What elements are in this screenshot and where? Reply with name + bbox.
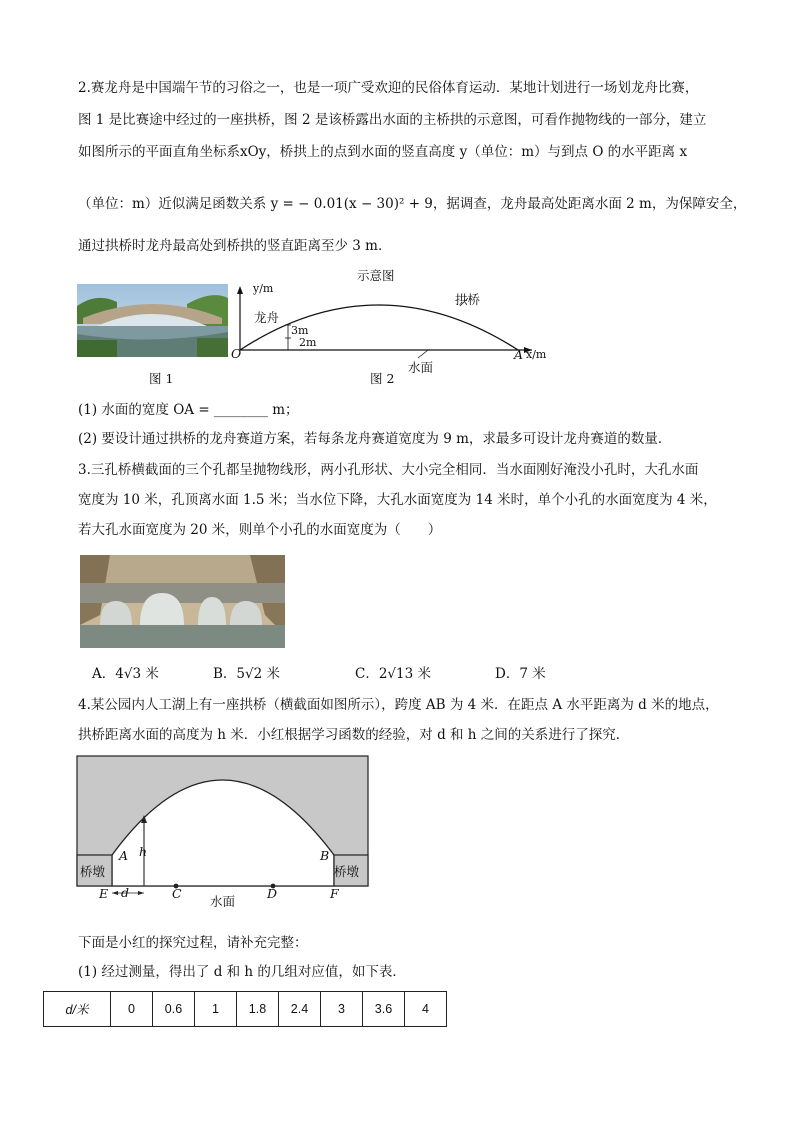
table-cell: 4	[405, 992, 447, 1027]
point-a-label: A	[514, 347, 524, 362]
water-label: 水面	[210, 894, 236, 909]
table-cell: 1.8	[237, 992, 279, 1027]
q2-sub1: (1) 水面的宽度 OA = ________ m；	[78, 402, 299, 418]
bridge-photo	[77, 284, 228, 357]
table-cell: 3	[321, 992, 363, 1027]
origin-label: O	[231, 346, 242, 361]
arch-bridge-diagram	[76, 755, 372, 905]
point-c-label: C	[172, 886, 182, 901]
q2-text-line-1: 2.赛龙舟是中国端午节的习俗之一，也是一项广受欢迎的民俗体育运动．某地计划进行一场划龙舟比赛，	[78, 80, 699, 96]
distance-d-label: d	[121, 885, 130, 900]
q2-text-line-3: 如图所示的平面直角坐标系xOy，桥拱上的点到水面的竖直高度 y（单位：m）与到点 O 的水平距离 x	[78, 144, 688, 160]
three-arch-bridge-photo	[80, 555, 285, 648]
table-cell: 2.4	[279, 992, 321, 1027]
table-cell: 1	[195, 992, 237, 1027]
table-header-cell: d/米	[44, 992, 111, 1027]
x-axis-label: x/m	[526, 348, 547, 361]
water-label: 水面	[408, 360, 434, 375]
fig2-title: 示意图	[357, 268, 395, 283]
q4-intro: 下面是小红的探究过程，请补充完整：	[78, 935, 308, 951]
q3-text-line-3: 若大孔水面宽度为 20 米，则单个小孔的水面宽度为（ ）	[78, 522, 442, 538]
q2-text-line-4: （单位：m）近似满足函数关系 y = − 0.01(x − 30)² + 9，据调查，龙舟最高处距离水面 2 m，为保障安全，	[78, 196, 747, 212]
pier-right-label: 桥墩	[334, 864, 360, 879]
q2-text-line-2: 图 1 是比赛途中经过的一座拱桥，图 2 是该桥露出水面的主桥拱的示意图，可看作抛物线的一部分，建立	[78, 112, 707, 128]
boat-label: 龙舟	[254, 310, 280, 325]
point-a-label: A	[119, 848, 129, 863]
point-b-label: B	[320, 848, 330, 863]
q3-text-line-2: 宽度为 10 米，孔顶离水面 1.5 米；当水位下降，大孔水面宽度为 14 米时，单个小孔的水面宽度为 4 米，	[78, 492, 717, 508]
q3-option-c: C．2√13 米	[355, 666, 431, 682]
q3-option-b: B．5√2 米	[213, 666, 280, 682]
label-2m: 2m	[299, 336, 317, 349]
table-cell: 0.6	[153, 992, 195, 1027]
pier-left-label: 桥墩	[80, 864, 106, 879]
q3-option-d: D．7 米	[495, 666, 546, 682]
fig2-caption: 图 2	[370, 371, 395, 386]
q2-text-line-5: 通过拱桥时龙舟最高处到桥拱的竖直距离至少 3 m．	[78, 238, 392, 254]
q3-option-a: A．4√3 米	[92, 666, 159, 682]
fig1-caption: 图 1	[149, 371, 174, 386]
height-h-label: h	[139, 844, 148, 859]
d-h-table	[43, 991, 447, 1027]
y-axis-label: y/m	[253, 282, 274, 295]
q4-text-line-1: 4.某公园内人工湖上有一座拱桥（横截面如图所示），跨度 AB 为 4 米．在距点 A 水平距离为 d 米的地点，	[78, 697, 719, 713]
table-cell: 0	[111, 992, 153, 1027]
q2-sub2: (2) 要设计通过拱桥的龙舟赛道方案，若每条龙舟赛道宽度为 9 m，求最多可设计龙舟赛道的数量．	[78, 431, 672, 447]
q4-text-line-2: 拱桥距离水面的高度为 h 米．小红根据学习函数的经验，对 d 和 h 之间的关系进行了探究．	[78, 727, 630, 743]
point-e-label: E	[99, 886, 109, 901]
point-f-label: F	[330, 886, 339, 901]
arch-label: 拱桥	[455, 292, 481, 307]
q3-text-line-1: 3.三孔桥横截面的三个孔都呈抛物线形，两小孔形状、大小完全相同．当水面刚好淹没小孔时，大孔水面	[78, 462, 699, 478]
q4-sub1: (1) 经过测量，得出了 d 和 h 的几组对应值，如下表．	[78, 964, 406, 980]
table-cell: 3.6	[363, 992, 405, 1027]
point-d-label: D	[267, 886, 278, 901]
label-3m: 3m	[291, 324, 309, 337]
table-row	[44, 992, 447, 1027]
